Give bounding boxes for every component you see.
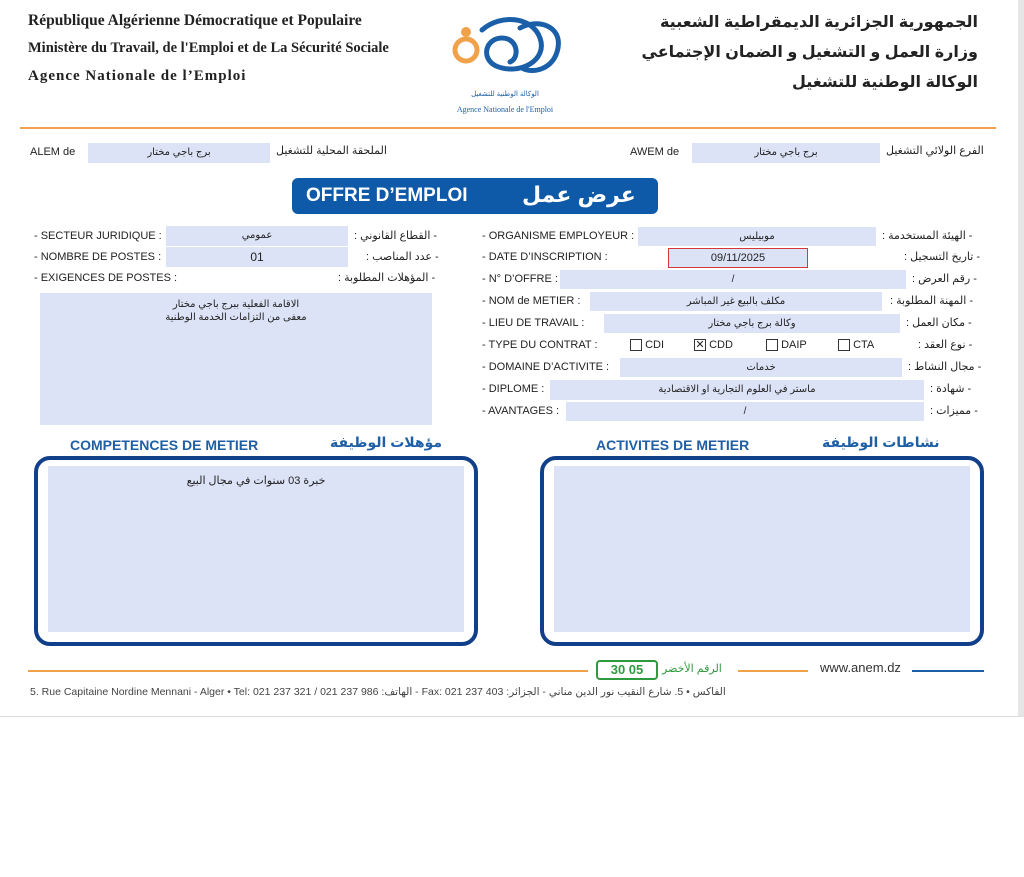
date-label-ar: - تاريخ التسجيل : bbox=[904, 251, 981, 263]
diplome-label: - DIPLOME : bbox=[482, 383, 545, 395]
header-fr-line3: Agence Nationale de l’Emploi bbox=[28, 68, 247, 84]
contrat-label: - TYPE DU CONTRAT : bbox=[482, 339, 598, 351]
footer-line-right bbox=[912, 670, 984, 672]
cta-label: CTA bbox=[853, 339, 875, 351]
contrat-label-ar: - نوع العقد : bbox=[918, 339, 973, 351]
lieu-field[interactable]: وكالة برج باجي مختار bbox=[604, 314, 900, 333]
header-ar-line2: وزارة العمل و التشغيل و الضمان الإجتماعي bbox=[641, 44, 978, 61]
domaine-label: - DOMAINE D’ACTIVITE : bbox=[482, 361, 610, 373]
offre-label: - N° D’OFFRE : bbox=[482, 273, 558, 285]
postes-field[interactable]: 01 bbox=[166, 247, 348, 267]
diplome-field[interactable]: ماستر في العلوم التجارية او الاقتصادية bbox=[550, 380, 924, 400]
green-number-badge bbox=[596, 660, 658, 680]
exigences-line2: معفى من التزامات الخدمة الوطنية bbox=[165, 312, 307, 323]
avantages-field[interactable]: / bbox=[566, 402, 924, 421]
header-ar-line1: الجمهورية الجزائرية الديمقراطية الشعبية bbox=[659, 14, 978, 31]
contrat-option-daip[interactable] bbox=[766, 335, 807, 355]
offer-title-banner bbox=[292, 178, 658, 214]
activites-box[interactable] bbox=[540, 456, 984, 646]
competences-title-fr: COMPETENCES DE METIER bbox=[70, 437, 259, 453]
contrat-option-cdd[interactable] bbox=[694, 335, 733, 355]
metier-label-ar: - المهنة المطلوبة : bbox=[890, 295, 974, 307]
cta-checkbox[interactable] bbox=[838, 339, 850, 351]
awem-label-ar: الفرع الولائي التشغيل bbox=[886, 145, 984, 157]
exigences-label: - EXIGENCES DE POSTES : bbox=[34, 272, 178, 284]
footer-line-mid bbox=[738, 670, 808, 672]
header-divider bbox=[20, 127, 996, 129]
offre-label-ar: - رقم العرض : bbox=[912, 273, 977, 285]
postes-label-ar: - عدد المناصب : bbox=[366, 251, 439, 263]
awem-label: AWEM de bbox=[630, 146, 680, 158]
title-ar: عرض عمل bbox=[522, 182, 636, 207]
lieu-label-ar: - مكان العمل : bbox=[906, 317, 972, 329]
domaine-field[interactable]: خدمات bbox=[620, 358, 902, 377]
postes-label: - NOMBRE DE POSTES : bbox=[34, 251, 162, 263]
activites-title-ar: نشاطات الوظيفة bbox=[822, 434, 940, 450]
competences-text: خبرة 03 سنوات في مجال البيع bbox=[186, 475, 326, 487]
contrat-option-cdi[interactable] bbox=[630, 335, 664, 355]
website-link[interactable]: www.anem.dz bbox=[820, 660, 901, 675]
cdi-checkbox[interactable] bbox=[630, 339, 642, 351]
lieu-label: - LIEU DE TRAVAIL : bbox=[482, 317, 585, 329]
secteur-label: - SECTEUR JURIDIQUE : bbox=[34, 230, 162, 242]
secteur-field[interactable]: عمومي bbox=[166, 226, 348, 246]
header-ar-line3: الوكالة الوطنية للتشغيل bbox=[792, 74, 978, 91]
header-fr-line1: République Algérienne Démocratique et Populaire bbox=[28, 12, 362, 29]
green-number: 30 05 bbox=[610, 662, 644, 677]
avantages-label-ar: - مميزات : bbox=[930, 405, 978, 417]
metier-field[interactable]: مكلف بالبيع غير المباشر bbox=[590, 292, 882, 311]
secteur-label-ar: - القطاع القانوني : bbox=[354, 230, 438, 242]
exigences-line1: الاقامة الفعلية ببرج باجي مختار bbox=[172, 299, 300, 310]
alem-label-ar: الملحقة المحلية للتشغيل bbox=[276, 145, 387, 157]
anem-logo bbox=[440, 8, 570, 120]
contrat-option-cta[interactable] bbox=[838, 335, 874, 355]
diplome-label-ar: - شهادة : bbox=[930, 383, 972, 395]
alem-label: ALEM de bbox=[30, 146, 76, 158]
cdi-label: CDI bbox=[645, 339, 665, 351]
daip-label: DAIP bbox=[781, 339, 807, 351]
alem-field[interactable]: برج باجي مختار bbox=[88, 143, 270, 163]
title-fr: OFFRE D’EMPLOI bbox=[306, 185, 468, 206]
competences-title-ar: مؤهلات الوظيفة bbox=[330, 434, 443, 450]
organisme-label: - ORGANISME EMPLOYEUR : bbox=[482, 230, 635, 242]
organisme-label-ar: - الهيئة المستخدمة : bbox=[882, 230, 973, 242]
exigences-label-ar: - المؤهلات المطلوبة : bbox=[338, 272, 436, 284]
green-number-label: الرقم الأخضر bbox=[662, 663, 722, 675]
avantages-label: - AVANTAGES : bbox=[482, 405, 560, 417]
header-fr-line2: Ministère du Travail, de l'Emploi et de La Sécurité Sociale bbox=[28, 40, 389, 56]
daip-checkbox[interactable] bbox=[766, 339, 778, 351]
competences-box[interactable] bbox=[34, 456, 478, 646]
activites-area[interactable] bbox=[554, 466, 970, 632]
offre-field[interactable]: / bbox=[560, 270, 906, 289]
activites-title-fr: ACTIVITES DE METIER bbox=[596, 437, 750, 453]
anem-logo-icon bbox=[440, 8, 570, 88]
footer-address: 5. Rue Capitaine Nordine Mennani - Alger • Tel: 021 237 321 / 021 237 986 :الهاتف - Fax: 021 237 403 :الفاكس • 5. شارع النقيب نور الدين مناني - الجزائر bbox=[30, 686, 726, 698]
exigences-box[interactable] bbox=[40, 293, 432, 425]
logo-text-fr: Agence Nationale de l'Emploi bbox=[456, 105, 554, 114]
organisme-field[interactable]: موبيليس bbox=[638, 227, 876, 246]
competences-area[interactable] bbox=[48, 466, 464, 632]
date-field[interactable]: 09/11/2025 bbox=[668, 248, 808, 268]
awem-field[interactable]: برج باجي مختار bbox=[692, 143, 880, 163]
metier-label: - NOM de METIER : bbox=[482, 295, 581, 307]
date-label: - DATE D’INSCRIPTION : bbox=[482, 251, 608, 263]
footer-line-left bbox=[28, 670, 588, 672]
logo-text-ar: الوكالة الوطنية للتشغيل bbox=[471, 91, 539, 98]
cdd-label: CDD bbox=[709, 339, 733, 351]
domaine-label-ar: - مجال النشاط : bbox=[908, 361, 982, 373]
cdd-checkbox[interactable]: ✕ bbox=[695, 339, 705, 352]
